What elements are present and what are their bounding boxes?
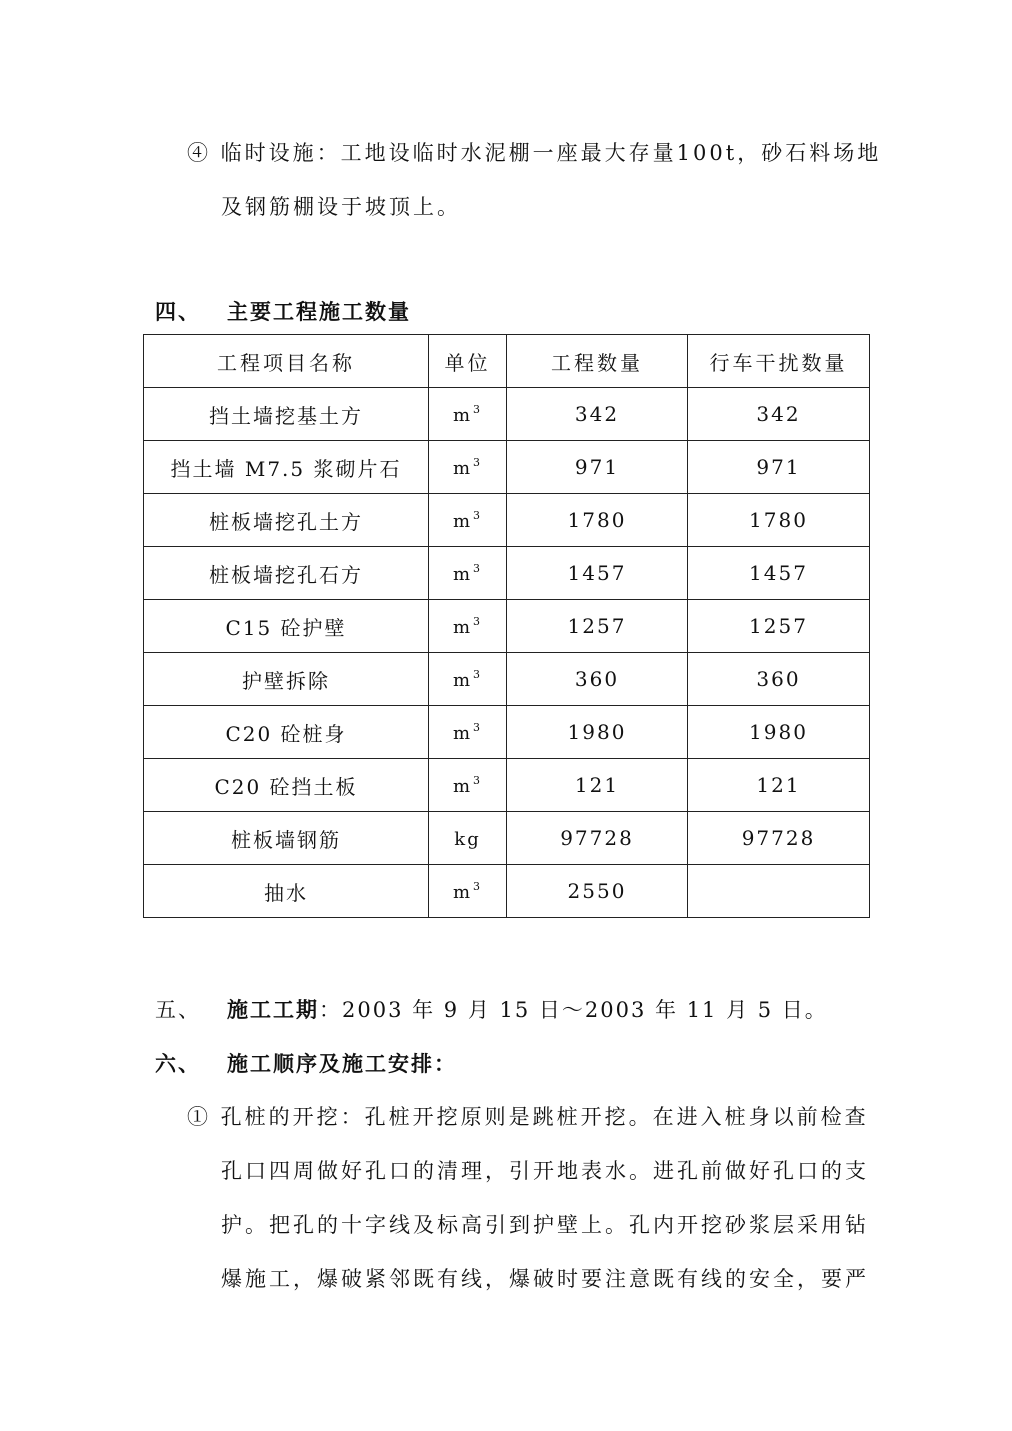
interference-cell: 971	[688, 441, 870, 494]
facilities-line-2: 及钢筋棚设于坡顶上。	[221, 195, 461, 219]
interference-cell: 121	[688, 759, 870, 812]
unit-cell	[429, 812, 507, 865]
item-name-cell: 抽水	[144, 865, 429, 918]
interference-cell: 1980	[688, 706, 870, 759]
unit-superscript: 3	[473, 721, 483, 735]
unit-superscript: 3	[473, 668, 483, 682]
section-5-number: 五、	[155, 998, 201, 1022]
unit-cell	[429, 865, 507, 918]
unit-text: m	[452, 511, 473, 532]
paragraph-line-3: 护。把孔的十字线及标高引到护壁上。孔内开挖砂浆层采用钻	[221, 1213, 869, 1237]
item-name-cell: 桩板墙挖孔石方	[144, 547, 429, 600]
table-row	[144, 653, 870, 706]
unit-cell	[429, 759, 507, 812]
section-6-number: 六、	[155, 1051, 201, 1076]
unit-text: kg	[454, 829, 481, 850]
section-5-content	[227, 994, 828, 1024]
table-row	[144, 812, 870, 865]
paragraph-line-2: 孔口四周做好孔口的清理，引开地表水。进孔前做好孔口的支	[221, 1159, 869, 1183]
unit-text: m	[452, 723, 473, 744]
unit-text: m	[452, 776, 473, 797]
table-row	[144, 865, 870, 918]
table-row	[144, 706, 870, 759]
interference-cell: 1257	[688, 600, 870, 653]
table-row	[144, 759, 870, 812]
interference-cell: 97728	[688, 812, 870, 865]
unit-text: m	[452, 882, 473, 903]
unit-superscript: 3	[473, 880, 483, 894]
interference-cell: 360	[688, 653, 870, 706]
table-row	[144, 547, 870, 600]
interference-cell: 1457	[688, 547, 870, 600]
quantity-cell: 97728	[507, 812, 688, 865]
table-row	[144, 388, 870, 441]
quantity-cell: 1457	[507, 547, 688, 600]
unit-superscript: 3	[473, 562, 483, 576]
table-row	[144, 600, 870, 653]
header-item-name: 工程项目名称	[144, 335, 429, 388]
table-row	[144, 441, 870, 494]
quantity-cell: 342	[507, 388, 688, 441]
quantity-cell: 121	[507, 759, 688, 812]
unit-cell	[429, 706, 507, 759]
header-quantity: 工程数量	[507, 335, 688, 388]
header-interference: 行车干扰数量	[688, 335, 870, 388]
interference-cell: 1780	[688, 494, 870, 547]
quantity-cell: 2550	[507, 865, 688, 918]
table-header-row	[144, 335, 870, 388]
item-name-cell: 桩板墙钢筋	[144, 812, 429, 865]
unit-cell	[429, 494, 507, 547]
interference-cell: 342	[688, 388, 870, 441]
unit-cell	[429, 388, 507, 441]
item-name-cell: 挡土墙 M7.5 浆砌片石	[144, 441, 429, 494]
unit-superscript: 3	[473, 509, 483, 523]
quantity-cell: 1257	[507, 600, 688, 653]
table-row	[144, 494, 870, 547]
item-name-cell: 挡土墙挖基土方	[144, 388, 429, 441]
section-5-label: 施工工期	[227, 997, 319, 1022]
unit-text: m	[452, 458, 473, 479]
unit-text: m	[452, 617, 473, 638]
header-unit: 单位	[429, 335, 507, 388]
quantity-cell: 360	[507, 653, 688, 706]
unit-superscript: 3	[473, 403, 483, 417]
item-name-cell: 护壁拆除	[144, 653, 429, 706]
item-name-cell: C20 砼桩身	[144, 706, 429, 759]
unit-superscript: 3	[473, 456, 483, 470]
unit-text: m	[452, 405, 473, 426]
paragraph-line-1: ① 孔桩的开挖：孔桩开挖原则是跳桩开挖。在进入桩身以前检查	[187, 1105, 869, 1129]
quantity-cell: 1980	[507, 706, 688, 759]
section-4-number: 四、	[155, 299, 201, 324]
unit-cell	[429, 653, 507, 706]
unit-superscript: 3	[473, 615, 483, 629]
unit-cell	[429, 600, 507, 653]
unit-cell	[429, 441, 507, 494]
unit-text: m	[452, 564, 473, 585]
item-name-cell: C20 砼挡土板	[144, 759, 429, 812]
unit-superscript: 3	[473, 774, 483, 788]
item-name-cell: C15 砼护壁	[144, 600, 429, 653]
quantity-cell: 971	[507, 441, 688, 494]
section-6-title: 施工顺序及施工安排：	[227, 1051, 457, 1076]
section-4-title: 主要工程施工数量	[227, 299, 411, 324]
item-name-cell: 桩板墙挖孔土方	[144, 494, 429, 547]
quantity-table	[143, 334, 870, 918]
unit-text: m	[452, 670, 473, 691]
paragraph-line-4: 爆施工，爆破紧邻既有线，爆破时要注意既有线的安全，要严	[221, 1267, 869, 1291]
unit-cell	[429, 547, 507, 600]
quantity-cell: 1780	[507, 494, 688, 547]
interference-cell	[688, 865, 870, 918]
facilities-line-1: ④ 临时设施：工地设临时水泥棚一座最大存量100t，砂石料场地	[187, 141, 882, 165]
section-5-text: ：2003 年 9 月 15 日～2003 年 11 月 5 日。	[319, 998, 828, 1022]
